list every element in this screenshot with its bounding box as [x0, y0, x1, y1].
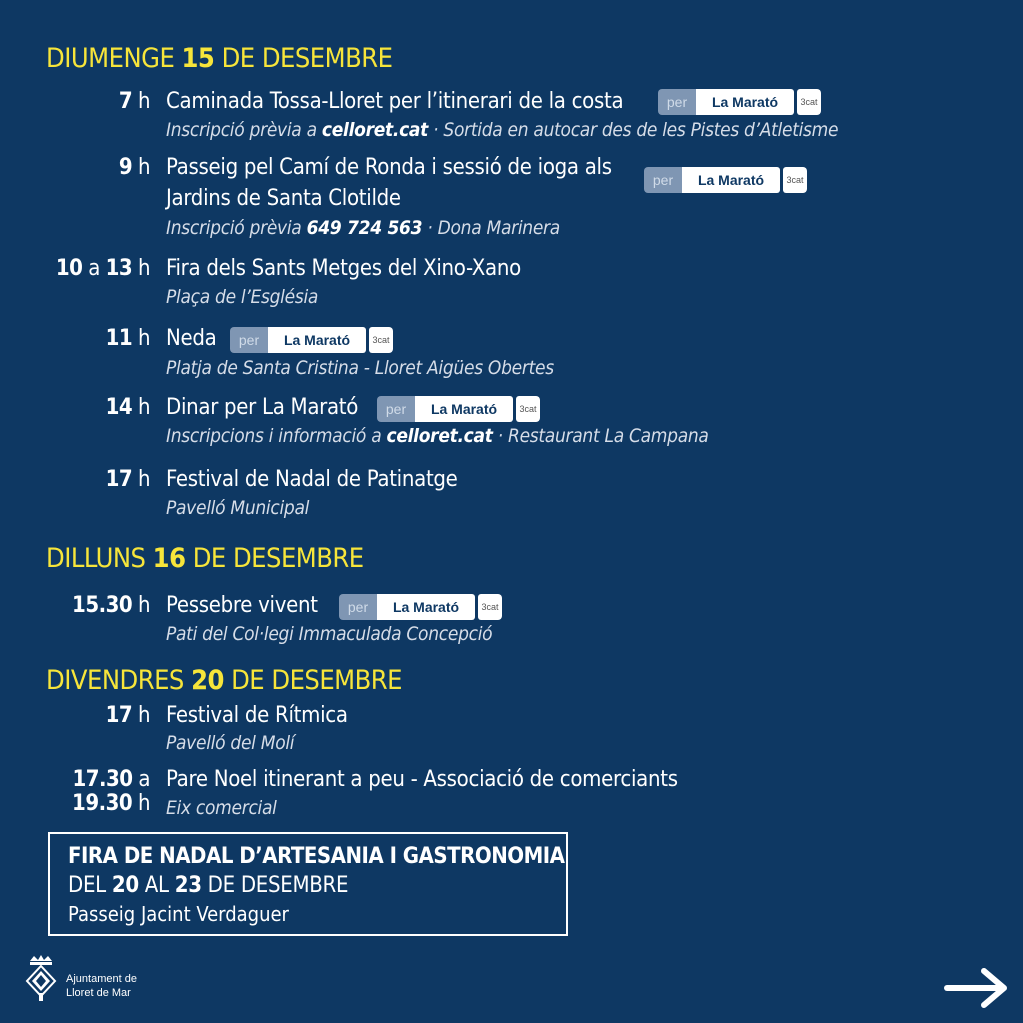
event-title: Caminada Tossa-Lloret per l’itinerari de la costa: [166, 89, 624, 114]
day-month: DE DESEMBRE: [221, 43, 393, 74]
fair-dates-text: DE DESEMBRE: [201, 873, 349, 898]
time-unit: h: [132, 791, 150, 816]
event-time: [106, 703, 150, 728]
badge-3cat: 3cat: [783, 167, 807, 193]
day-heading: [46, 543, 364, 574]
badge-per: per: [377, 396, 415, 422]
event-time: [106, 467, 150, 492]
badge-3cat: 3cat: [516, 396, 540, 422]
day-month: DE DESEMBRE: [192, 543, 364, 574]
badge-3cat: 3cat: [369, 327, 393, 353]
badge-la-marato: La Marató: [696, 89, 794, 115]
badge-per: per: [339, 594, 377, 620]
event-details: Platja de Santa Cristina - Lloret Aigües Obertes: [166, 357, 554, 379]
day-number: 16: [152, 543, 186, 574]
event-time: [106, 326, 150, 351]
badge-per: per: [230, 327, 268, 353]
time-unit: h: [132, 703, 150, 728]
details-phone: 649 724 563: [306, 217, 423, 239]
la-marato-badge: [658, 89, 821, 115]
time-unit: h: [132, 155, 150, 180]
time-value: 17: [105, 703, 133, 728]
event-time: [119, 155, 150, 180]
event-title: Pare Noel itinerant a peu - Associació de comerciants: [166, 767, 678, 792]
details-text: Inscripció prèvia: [166, 217, 307, 239]
event-title: Dinar per La Marató: [166, 395, 359, 420]
time-unit: h: [132, 89, 150, 114]
event-details: [166, 217, 560, 239]
event-title-line2: Jardins de Santa Clotilde: [166, 186, 401, 211]
event-time-end: [72, 791, 150, 816]
event-details: [166, 425, 709, 447]
badge-3cat: 3cat: [478, 594, 502, 620]
day-heading: [46, 665, 402, 696]
event-details: Eix comercial: [166, 797, 277, 819]
day-number: 15: [181, 43, 215, 74]
details-text: · Sortida en autocar des de les Pistes d’Atletisme: [428, 119, 839, 141]
time-unit: a: [132, 767, 150, 792]
event-time: [56, 256, 150, 281]
time-value: 17.30: [72, 767, 133, 792]
time-unit: h: [132, 395, 150, 420]
day-name: DIVENDRES: [46, 665, 184, 696]
day-month: DE DESEMBRE: [231, 665, 403, 696]
event-title: Neda: [166, 326, 217, 351]
org-line-1: Ajuntament de: [66, 973, 137, 985]
time-value: 7: [118, 89, 133, 114]
event-details: [166, 119, 838, 141]
time-value: 11: [105, 326, 133, 351]
event-time: [106, 395, 150, 420]
event-time: [72, 767, 150, 792]
event-details: Plaça de l’Església: [166, 286, 319, 308]
event-time: [72, 593, 150, 618]
fair-dates: [68, 873, 348, 898]
event-time: [119, 89, 150, 114]
fair-box: [48, 832, 568, 936]
time-value: 19.30: [72, 791, 133, 816]
event-details: Pavelló del Molí: [166, 732, 295, 754]
fair-dates-text: AL: [138, 873, 175, 898]
badge-la-marato: La Marató: [682, 167, 780, 193]
fair-date-from: 20: [111, 873, 139, 898]
time-value: 15.30: [72, 593, 133, 618]
fair-place: Passeig Jacint Verdaguer: [68, 902, 289, 926]
details-link[interactable]: celloret.cat: [386, 425, 493, 447]
time-unit: h: [132, 326, 150, 351]
details-link[interactable]: celloret.cat: [321, 119, 429, 141]
details-text: · Restaurant La Campana: [492, 425, 709, 447]
event-details: Pavelló Municipal: [166, 497, 310, 519]
badge-per: per: [644, 167, 682, 193]
org-line-2: Lloret de Mar: [66, 987, 131, 999]
arrow-right-icon[interactable]: [944, 966, 1010, 1010]
time-unit: h: [132, 467, 150, 492]
event-title: Pessebre vivent: [166, 593, 318, 618]
event-title: Festival de Nadal de Patinatge: [166, 467, 458, 492]
time-unit: h: [132, 256, 150, 281]
details-text: Inscripcions i informació a: [166, 425, 387, 447]
badge-la-marato: La Marató: [268, 327, 366, 353]
badge-la-marato: La Marató: [415, 396, 513, 422]
la-marato-badge: [377, 396, 540, 422]
coat-of-arms-icon: [22, 953, 60, 1003]
time-unit: h: [132, 593, 150, 618]
time-value: 10: [55, 256, 83, 281]
event-title: Festival de Rítmica: [166, 703, 348, 728]
la-marato-badge: [644, 167, 807, 193]
day-name: DILLUNS: [46, 543, 146, 574]
details-text: · Dona Marinera: [422, 217, 560, 239]
day-heading: [46, 43, 393, 74]
details-text: Inscripció prèvia a: [166, 119, 322, 141]
badge-la-marato: La Marató: [377, 594, 475, 620]
la-marato-badge: [339, 594, 502, 620]
time-value: 14: [105, 395, 133, 420]
organization-name: [66, 972, 137, 1000]
badge-3cat: 3cat: [797, 89, 821, 115]
time-value: 9: [118, 155, 133, 180]
fair-dates-text: DEL: [68, 873, 112, 898]
event-title: Passeig pel Camí de Ronda i sessió de ioga als: [166, 155, 612, 180]
badge-per: per: [658, 89, 696, 115]
la-marato-badge: [230, 327, 393, 353]
time-value: 17: [105, 467, 133, 492]
day-name: DIUMENGE: [46, 43, 175, 74]
fair-title: FIRA DE NADAL D’ARTESANIA I GASTRONOMIA: [68, 844, 565, 869]
fair-date-to: 23: [174, 873, 202, 898]
event-details: Pati del Col·legi Immaculada Concepció: [166, 623, 493, 645]
time-value: 13: [105, 256, 133, 281]
time-separator: a: [82, 256, 106, 281]
event-title: Fira dels Sants Metges del Xino-Xano: [166, 256, 521, 281]
day-number: 20: [191, 665, 224, 696]
